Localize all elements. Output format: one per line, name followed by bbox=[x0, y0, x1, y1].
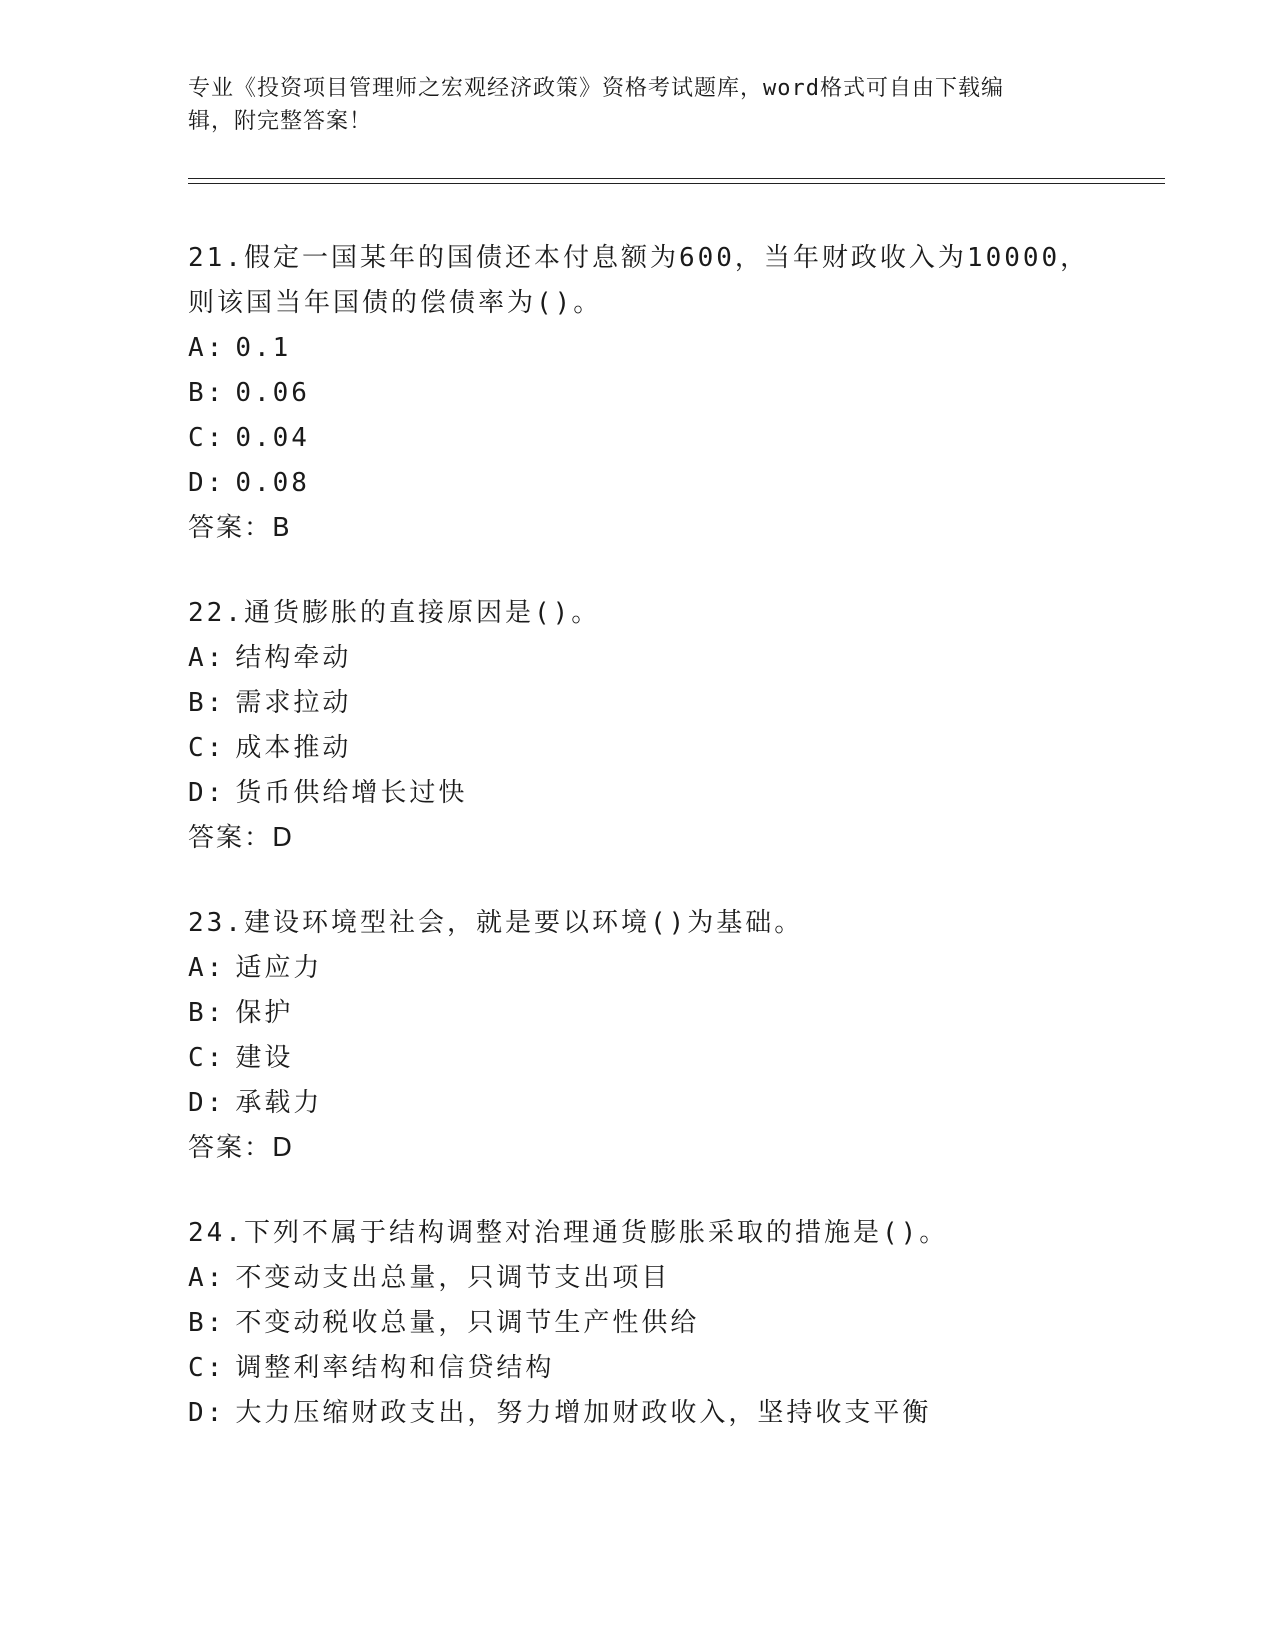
option-separator: : bbox=[206, 778, 226, 808]
option-d bbox=[188, 1081, 1148, 1126]
option-letter: C bbox=[188, 423, 207, 453]
option-text: 保护 bbox=[235, 998, 294, 1028]
option-separator: : bbox=[206, 688, 226, 718]
option-c bbox=[188, 416, 1148, 461]
option-text: 调整利率结构和信贷结构 bbox=[235, 1353, 555, 1383]
option-separator: : bbox=[206, 643, 226, 673]
option-text: 适应力 bbox=[235, 953, 323, 983]
option-c bbox=[188, 726, 1148, 771]
option-text: 0.06 bbox=[235, 378, 310, 408]
option-letter: C bbox=[188, 1043, 207, 1073]
option-letter: D bbox=[188, 468, 207, 498]
header-line-2: 辑，附完整答案！ bbox=[188, 109, 373, 134]
option-b bbox=[188, 681, 1148, 726]
option-text: 成本推动 bbox=[235, 733, 352, 763]
option-letter: B bbox=[188, 378, 207, 408]
option-text: 需求拉动 bbox=[235, 688, 352, 718]
option-text: 结构牵动 bbox=[235, 643, 352, 673]
option-d bbox=[188, 461, 1148, 506]
question-stem: 22.通货膨胀的直接原因是()。 bbox=[188, 598, 601, 628]
option-separator: : bbox=[206, 1398, 226, 1428]
option-separator: : bbox=[206, 333, 226, 363]
option-separator: : bbox=[206, 953, 226, 983]
option-a bbox=[188, 946, 1148, 991]
option-separator: : bbox=[206, 1353, 226, 1383]
option-separator: : bbox=[206, 468, 226, 498]
option-separator: : bbox=[206, 1043, 226, 1073]
option-separator: : bbox=[206, 1308, 226, 1338]
option-separator: : bbox=[206, 423, 226, 453]
option-letter: C bbox=[188, 1353, 207, 1383]
option-text: 建设 bbox=[235, 1043, 294, 1073]
option-a bbox=[188, 326, 1148, 371]
option-text: 货币供给增长过快 bbox=[235, 778, 468, 808]
option-text: 0.1 bbox=[235, 333, 292, 363]
option-text: 承载力 bbox=[235, 1088, 323, 1118]
option-c bbox=[188, 1036, 1148, 1081]
option-text: 0.08 bbox=[235, 468, 310, 498]
answer-line: 答案：B bbox=[188, 513, 292, 543]
option-separator: : bbox=[206, 998, 226, 1028]
option-text: 大力压缩财政支出，努力增加财政收入，坚持收支平衡 bbox=[235, 1398, 932, 1428]
option-letter: A bbox=[188, 1263, 207, 1293]
option-c bbox=[188, 1346, 1148, 1391]
option-b bbox=[188, 371, 1148, 416]
option-text: 不变动支出总量，只调节支出项目 bbox=[235, 1263, 671, 1293]
option-text: 0.04 bbox=[235, 423, 310, 453]
question-stem-continued: 则该国当年国债的偿债率为()。 bbox=[188, 288, 603, 318]
option-d bbox=[188, 771, 1148, 816]
option-separator: : bbox=[206, 1088, 226, 1118]
option-letter: D bbox=[188, 1088, 207, 1118]
question-24 bbox=[188, 1211, 1148, 1436]
option-a bbox=[188, 636, 1148, 681]
option-letter: B bbox=[188, 998, 207, 1028]
document-header bbox=[188, 72, 1088, 138]
option-separator: : bbox=[206, 1263, 226, 1293]
answer-line: 答案：D bbox=[188, 823, 295, 853]
option-b bbox=[188, 991, 1148, 1036]
question-stem: 24.下列不属于结构调整对治理通货膨胀采取的措施是()。 bbox=[188, 1218, 949, 1248]
header-divider-bottom bbox=[188, 183, 1165, 184]
option-letter: A bbox=[188, 953, 207, 983]
question-stem: 23.建设环境型社会，就是要以环境()为基础。 bbox=[188, 908, 804, 938]
option-separator: : bbox=[206, 733, 226, 763]
header-divider-top bbox=[188, 178, 1165, 179]
question-stem: 21.假定一国某年的国债还本付息额为600，当年财政收入为10000， bbox=[188, 243, 1090, 273]
header-line-1: 专业《投资项目管理师之宏观经济政策》资格考试题库，word格式可自由下载编 bbox=[188, 76, 1004, 101]
option-text: 不变动税收总量，只调节生产性供给 bbox=[235, 1308, 700, 1338]
question-23 bbox=[188, 901, 1148, 1171]
question-list bbox=[188, 236, 1148, 1476]
question-22 bbox=[188, 591, 1148, 861]
option-separator: : bbox=[206, 378, 226, 408]
option-letter: C bbox=[188, 733, 207, 763]
option-letter: B bbox=[188, 1308, 207, 1338]
question-21 bbox=[188, 236, 1148, 551]
option-b bbox=[188, 1301, 1148, 1346]
option-letter: B bbox=[188, 688, 207, 718]
option-letter: A bbox=[188, 643, 207, 673]
option-d bbox=[188, 1391, 1148, 1436]
option-letter: D bbox=[188, 1398, 207, 1428]
option-letter: A bbox=[188, 333, 207, 363]
answer-line: 答案：D bbox=[188, 1133, 295, 1163]
option-a bbox=[188, 1256, 1148, 1301]
option-letter: D bbox=[188, 778, 207, 808]
